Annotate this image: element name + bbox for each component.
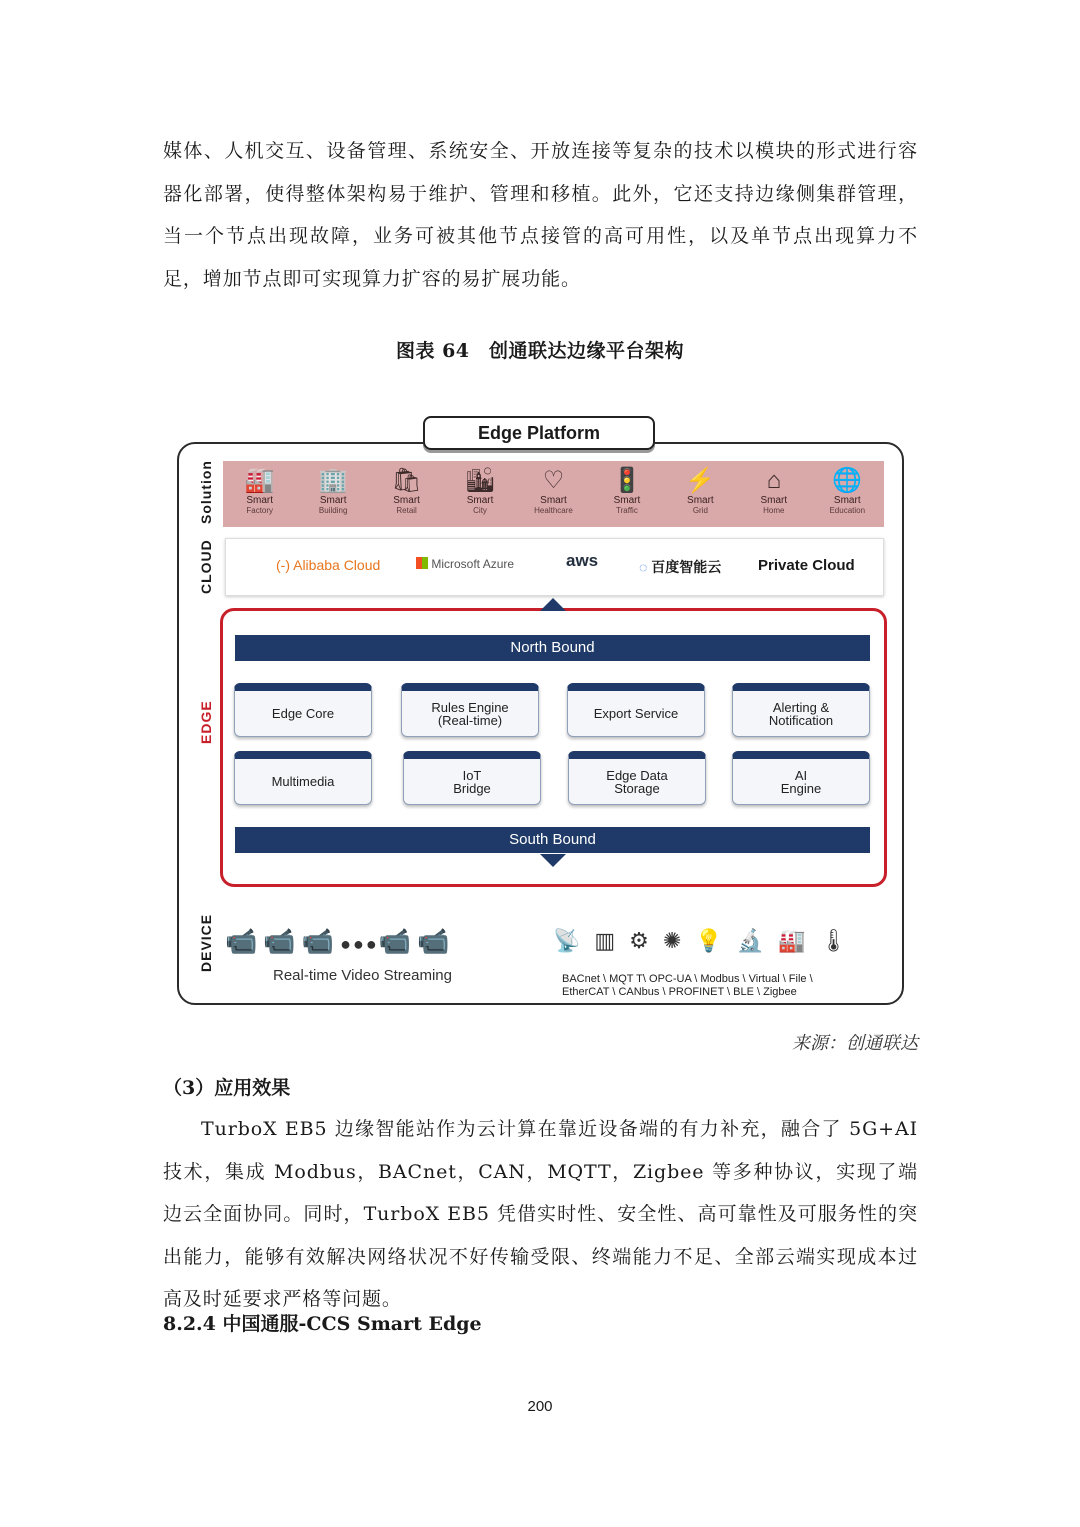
solution-title: Smart [246,495,274,506]
solution-item [665,467,735,516]
solution-subtitle: Retail [396,506,417,515]
solution-title: Smart [833,495,861,506]
factory-icon: 🏭 [244,467,275,494]
traffic-icon: 🚦 [611,467,642,494]
solution-item [445,467,515,516]
solution-item [225,467,295,516]
paragraph-intro [163,130,918,300]
home-icon: ⌂ [766,467,782,494]
solution-item [812,467,882,516]
module-export-service: Export Service [567,683,705,737]
edge-label: EDGE [198,700,214,744]
module-edge-core: Edge Core [234,683,372,737]
microsoft-icon [416,557,428,569]
edge-platform-diagram [170,410,915,1015]
south-bound-bar: South Bound [235,827,870,853]
module-multimedia: Multimedia [234,751,372,805]
paragraph-text: 媒体、人机交互、设备管理、系统安全、开放连接等复杂的技术以模块的形式进行容器化部署，使得整体架构易于维护、管理和移植。此外，它还支持边缘侧集群管理，当一个节点出现故障，业务可被其他节点接管的高可用性，以及单节点出现算力不足，增加节点即可实现算力扩容的易扩展功能。 [163,140,918,290]
solution-subtitle: Traffic [616,506,638,515]
aws-logo: aws [566,551,599,570]
education-icon: 🌐 [832,467,863,494]
solution-title: Smart [760,495,788,506]
section-heading: 8.2.4 中国通服-CCS Smart Edge [163,1313,482,1335]
healthcare-icon: ♡ [542,467,565,494]
microsoft-azure-logo [416,557,514,571]
solution-band [223,461,884,527]
solution-title: Smart [540,495,567,506]
figure-caption: 图表 64 创通联达边缘平台架构 [395,340,685,362]
baidu-cloud-icon: ◌ [639,559,648,575]
north-bound-bar: North Bound [235,635,870,661]
diagram-title: Edge Platform [423,416,655,450]
device-icons: 📡▥⚙✺💡🔬🏭🌡 [553,928,862,953]
solution-title: Smart [687,495,714,506]
module-ai-engine: AI Engine [732,751,870,805]
baidu-cloud-logo [639,557,721,577]
module-rules-engine: Rules Engine (Real-time) [401,683,539,737]
solution-subtitle: Education [829,506,866,515]
page-number: 200 [527,1398,553,1415]
solution-item [298,467,368,516]
building-icon: 🏢 [318,467,349,494]
device-label: DEVICE [198,913,214,972]
protocol-list: BACnet \ MQT T\ OPC-UA \ Modbus \ Virtual \ File \ EtherCAT \ CANbus \ PROFINET \ BLE \ Zigbee [562,973,813,998]
retail-icon: 🛍 [391,467,422,494]
paragraph-text: TurboX EB5 边缘智能站作为云计算在靠近设备端的有力补充，融合了 5G+AI 技术，集成 Modbus，BACnet，CAN，MQTT，Zigbee 等多种协议，实现了端边云全面协同。同时，TurboX EB5 凭借实时性、安全性、高可靠性及可服务性的突出能力，能够有效解决网络状况不好传输受限、终端能力不足、全部云端实现成本过高及时延要求严格等问题。 [163,1118,918,1310]
solution-item [519,467,589,516]
solution-title: Smart [466,495,494,506]
module-edge-data-storage: Edge Data Storage [568,751,706,805]
paragraph-application [163,1108,918,1321]
figure-source: 来源：创通联达 [792,1033,918,1054]
solution-subtitle: Healthcare [534,506,573,515]
solution-label: Solution [198,460,214,524]
private-cloud-label: Private Cloud [758,557,855,574]
solution-subtitle: Home [763,506,785,515]
solution-subtitle: City [473,506,487,515]
baidu-cloud-label: 百度智能云 [651,559,722,575]
north-arrow [540,598,566,611]
video-streaming-caption: Real-time Video Streaming [273,967,452,984]
module-iot-bridge: IoT Bridge [403,751,541,805]
solution-item [372,467,442,516]
azure-label: Microsoft Azure [431,557,515,571]
solution-item [739,467,809,516]
solution-subtitle: Building [318,506,348,515]
solution-subtitle: Grid [692,506,708,515]
cloud-label: CLOUD [198,539,214,594]
module-alerting: Alerting & Notification [732,683,870,737]
solution-subtitle: Factory [246,506,274,515]
solution-item [592,467,662,516]
south-arrow [540,854,566,867]
subheading-application-effect: （3）应用效果 [163,1077,291,1099]
camera-icons: 📹📹📹●●●📹📹 [225,926,456,956]
grid-icon: ⚡ [685,467,716,494]
solution-title: Smart [613,495,641,506]
alibaba-cloud-logo: (-) Alibaba Cloud [276,557,381,573]
city-icon: 🏙 [464,467,496,494]
cloud-band [225,538,884,596]
solution-title: Smart [319,495,347,506]
solution-title: Smart [393,495,420,506]
